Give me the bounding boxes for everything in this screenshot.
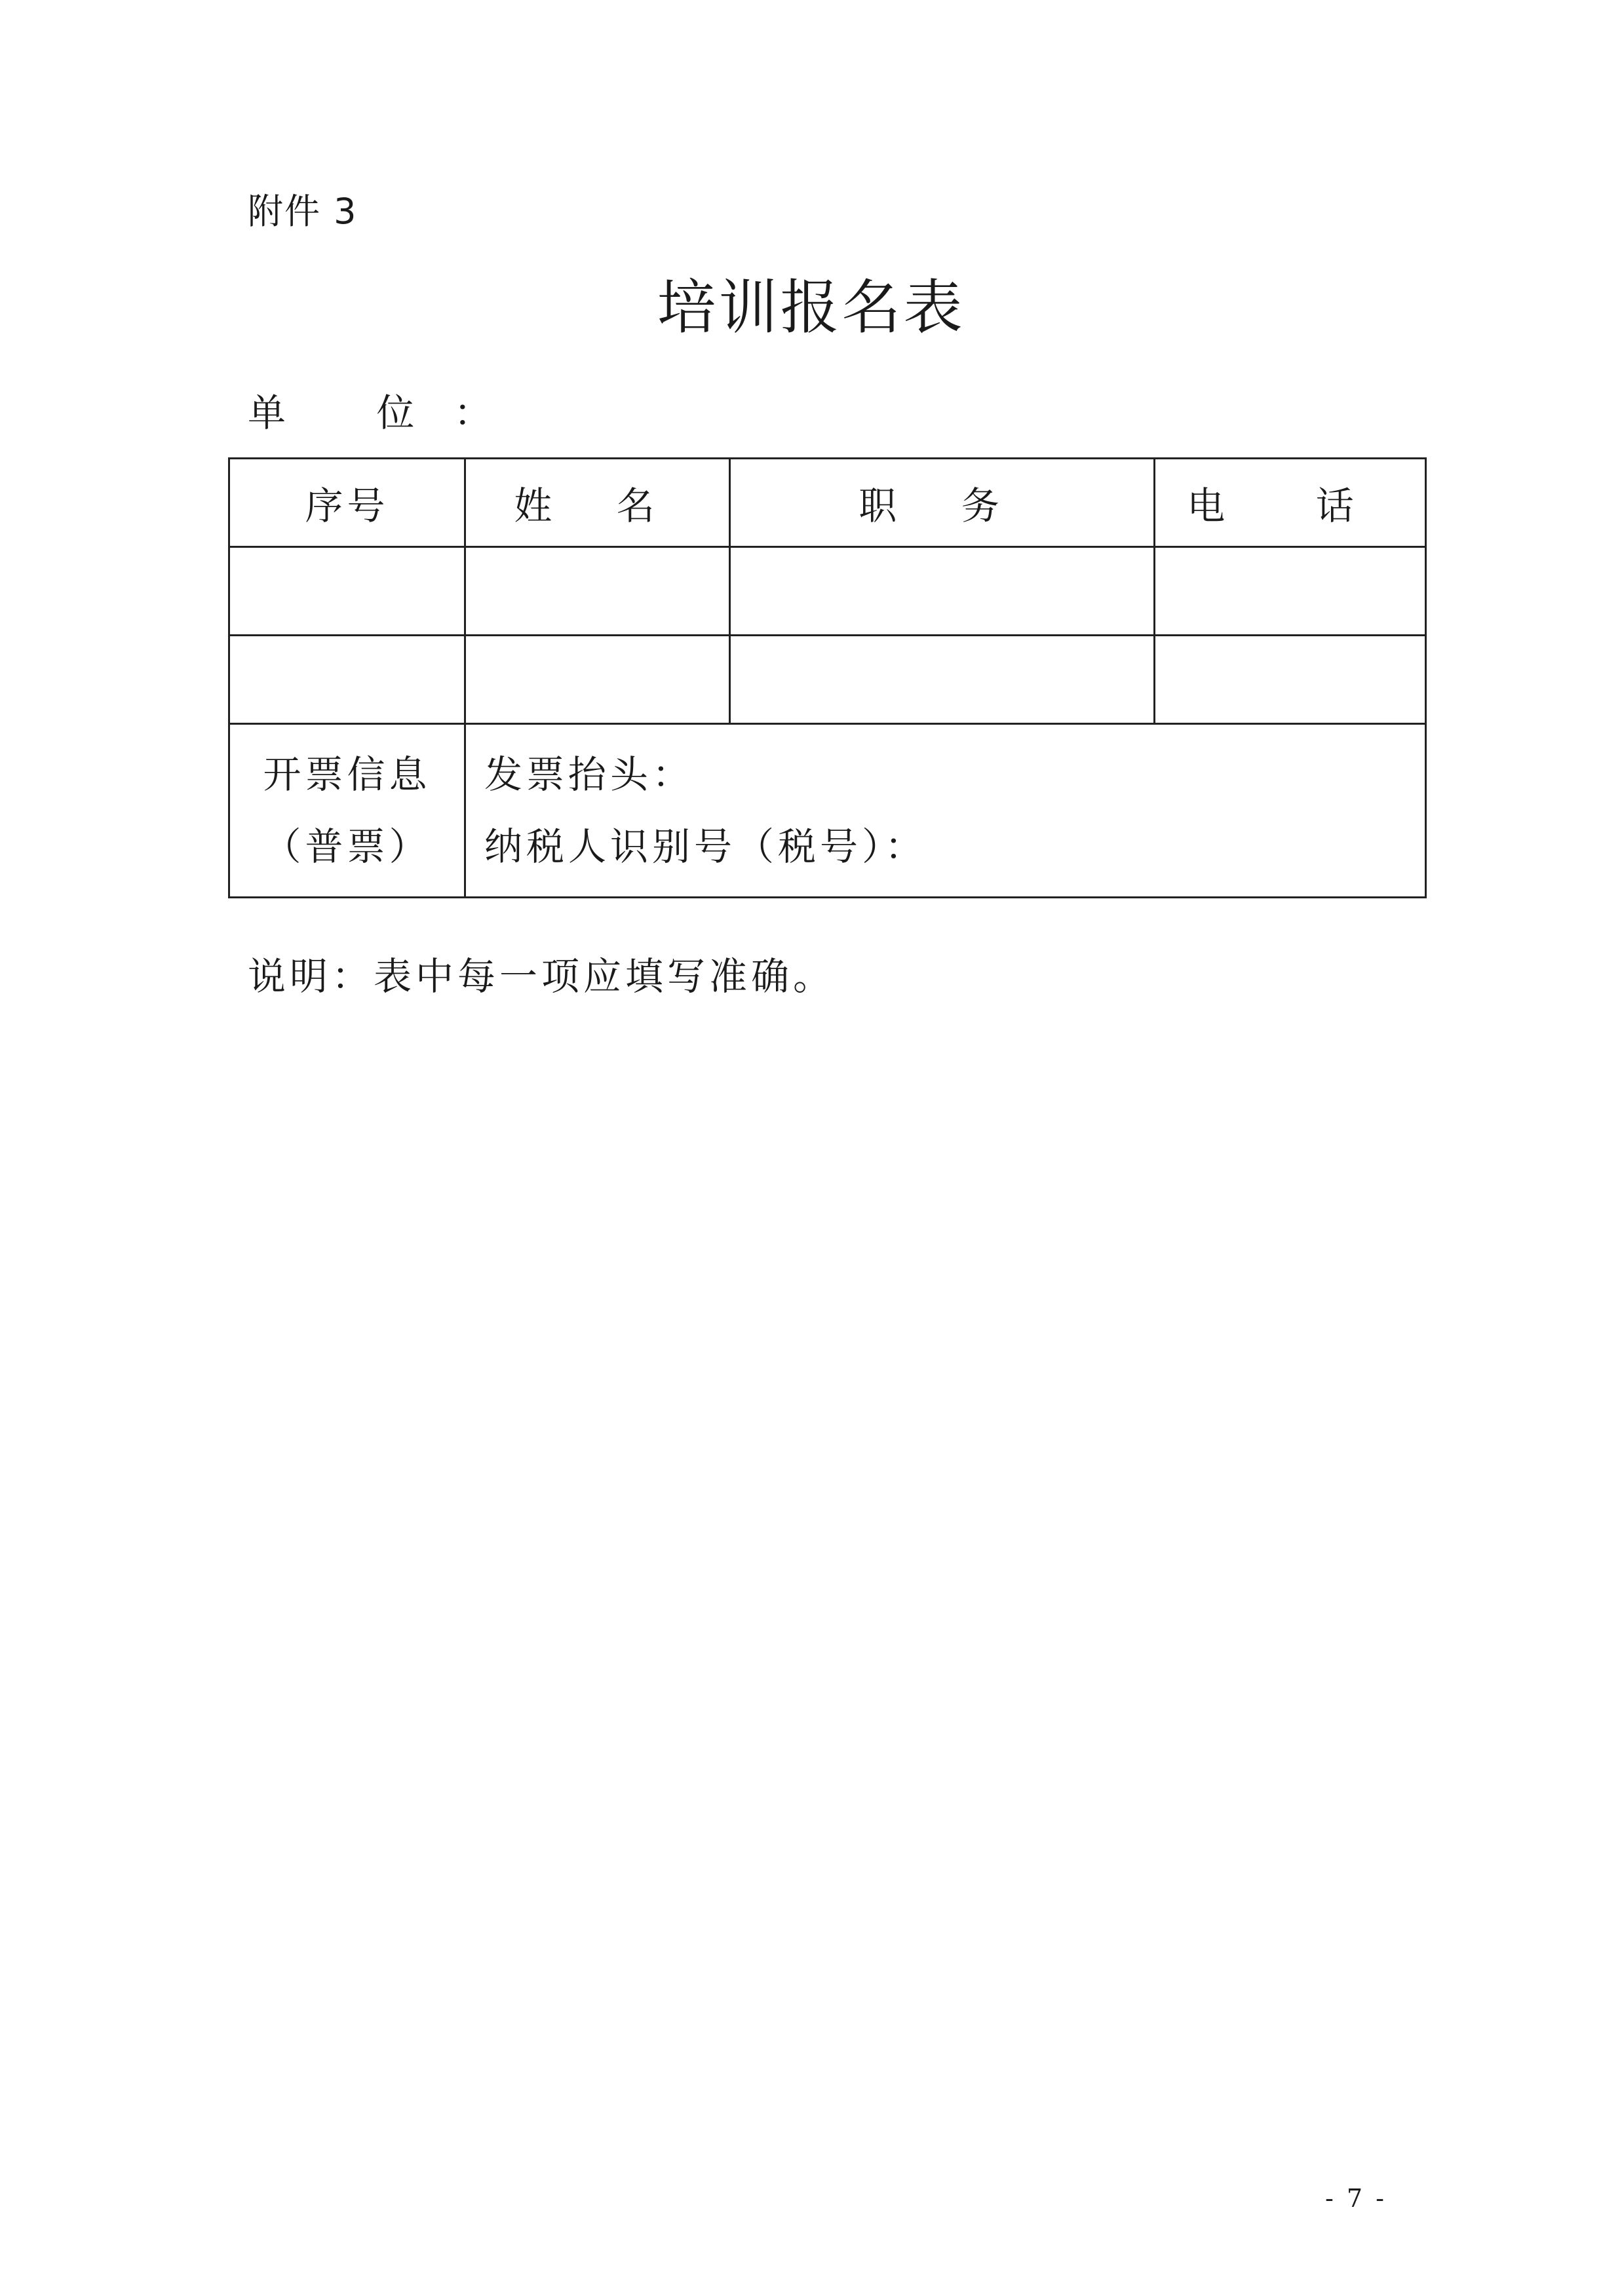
table-row [229, 547, 1426, 636]
table-cell-number[interactable] [229, 547, 465, 636]
invoice-label-line1: 开票信息 [263, 752, 431, 797]
form-note: 说明：表中每一项应填写准确。 [248, 954, 836, 999]
unit-label: 单 位： [248, 391, 531, 435]
table-cell-position[interactable] [730, 547, 1155, 636]
table-cell-number[interactable] [229, 636, 465, 724]
invoice-tax-id-field[interactable]: 纳税人识别号（税号）： [484, 824, 927, 869]
table-cell-phone[interactable] [1155, 636, 1426, 724]
invoice-header-field[interactable]: 发票抬头： [484, 752, 695, 797]
invoice-fields-cell[interactable] [465, 724, 1426, 898]
attachment-label: 附件 3 [248, 191, 358, 232]
table-cell-name[interactable] [465, 636, 730, 724]
column-header-phone: 电 话 [1155, 459, 1426, 547]
column-header-position: 职 务 [730, 459, 1155, 547]
invoice-label-cell [229, 724, 465, 898]
table-row [229, 636, 1426, 724]
table-cell-phone[interactable] [1155, 547, 1426, 636]
table-header-row [229, 459, 1426, 547]
page-number: - 7 - [1325, 2184, 1387, 2213]
invoice-row [229, 724, 1426, 898]
unit-line [248, 388, 531, 438]
invoice-label-line2: （普票） [263, 824, 431, 869]
table-cell-name[interactable] [465, 547, 730, 636]
column-header-name: 姓 名 [465, 459, 730, 547]
table-cell-position[interactable] [730, 636, 1155, 724]
page-title: 培训报名表 [657, 273, 965, 342]
registration-table [228, 457, 1427, 898]
column-header-number: 序号 [229, 459, 465, 547]
